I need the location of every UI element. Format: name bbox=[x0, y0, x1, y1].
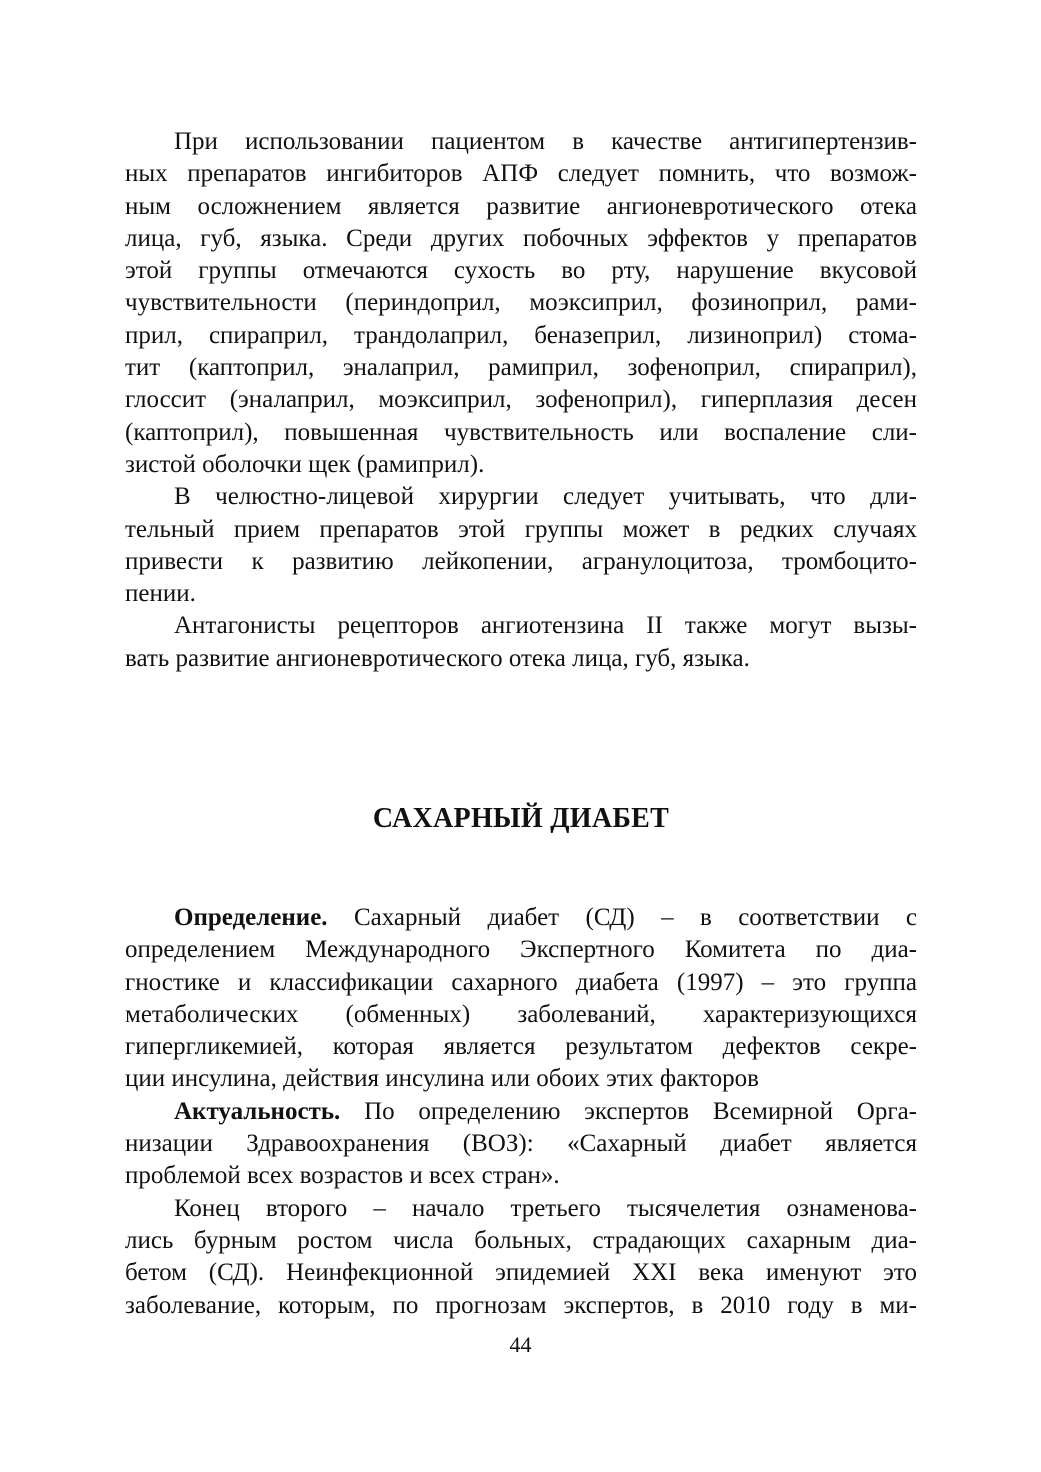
text-line: метаболических (обменных) заболеваний, характеризующихся bbox=[125, 1000, 917, 1028]
definition-first-line-rest: Сахарный диабет (СД) – в соответствии с bbox=[327, 904, 917, 931]
text-line: тельный прием препаратов этой группы может в редких случаях bbox=[125, 515, 917, 543]
text-line: проблемой всех возрастов и всех стран». bbox=[125, 1162, 560, 1190]
text-line: лись бурным ростом числа больных, страдающих сахарным диа- bbox=[125, 1226, 917, 1254]
text-line: этой группы отмечаются сухость во рту, нарушение вкусовой bbox=[125, 257, 917, 285]
text-line: низации Здравоохранения (ВОЗ): «Сахарный диабет является bbox=[125, 1130, 917, 1158]
text-line: (каптоприл), повышенная чувствительность или воспаление сли- bbox=[125, 418, 917, 446]
text-line: привести к развитию лейкопении, агранулоцитоза, тромбоцито- bbox=[125, 547, 917, 575]
text-line: При использовании пациентом в качестве антигипертензив- bbox=[174, 128, 917, 155]
text-line: прил, спираприл, трандолаприл, беназеприл, лизиноприл) стома- bbox=[125, 321, 917, 349]
text-line: лица, губ, языка. Среди других побочных эффектов у препаратов bbox=[125, 224, 917, 252]
text-line: гностике и классификации сахарного диабета (1997) – это группа bbox=[125, 968, 917, 996]
bottom-text-section bbox=[125, 902, 917, 1322]
text-line: пении. bbox=[125, 580, 196, 608]
relevance-first-line-rest: По определению экспертов Всемирной Орга- bbox=[340, 1097, 917, 1125]
text-line: гипергликемией, которая является результатом дефектов секре- bbox=[125, 1033, 917, 1061]
relevance-first-line bbox=[125, 1096, 917, 1128]
top-text-section bbox=[125, 126, 917, 675]
text-line: Антагонисты рецепторов ангиотензина II также могут вызы- bbox=[174, 612, 917, 640]
text-line: глоссит (эналаприл, моэксиприл, зофеноприл), гиперплазия десен bbox=[125, 386, 917, 414]
text-line: вать развитие ангионевротического отека лица, губ, языка. bbox=[125, 644, 750, 672]
text-line: тит (каптоприл, эналаприл, рамиприл, зофеноприл, спираприл), bbox=[125, 354, 917, 382]
text-line: чувствительности (периндоприл, моэксиприл, фозиноприл, рами- bbox=[125, 289, 917, 317]
text-line: ции инсулина, действия инсулина или обоих этих факторов bbox=[125, 1065, 759, 1093]
text-line: заболевание, которым, по прогнозам экспертов, в 2010 году в ми- bbox=[125, 1291, 917, 1319]
text-line: зистой оболочки щек (рамиприл). bbox=[125, 450, 485, 478]
section-heading: САХАРНЫЙ ДИАБЕТ bbox=[372, 803, 670, 834]
page-number: 44 bbox=[509, 1332, 532, 1357]
text-line: ным осложнением является развитие ангионевротического отека bbox=[125, 192, 917, 220]
definition-lead: Определение. bbox=[174, 904, 328, 931]
text-line: определением Международного Экспертного Комитета по диа- bbox=[125, 936, 917, 964]
text-line: бетом (СД). Неинфекционной эпидемией XXI века именуют это bbox=[125, 1259, 917, 1287]
text-line: Конец второго – начало третьего тысячелетия ознаменова- bbox=[174, 1194, 917, 1222]
relevance-lead: Актуальность. bbox=[174, 1097, 341, 1125]
text-line: В челюстно-лицевой хирургии следует учитывать, что дли- bbox=[174, 483, 917, 511]
text-line: ных препаратов ингибиторов АПФ следует помнить, что возмож- bbox=[125, 160, 917, 188]
definition-first-line bbox=[125, 902, 917, 934]
